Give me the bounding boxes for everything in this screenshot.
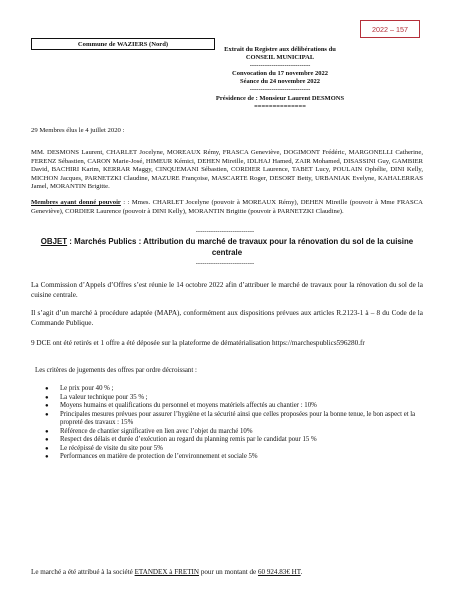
award-amount: 60 924.83€ HT: [257, 568, 301, 576]
extract-line: Séance du 24 novembre 2022: [239, 78, 321, 86]
bullet-icon: ●: [45, 454, 49, 460]
objet-label: OBJET: [40, 237, 68, 246]
procedure-paragraph: Il s’agit d’un marché à procédure adaptée (MAPA), conformément aux dispositions prévues aux articles R.2123-1 à – 8 du Code de la Commande Publique.: [31, 309, 423, 327]
members-present-list: MM. DESMONS Laurent, CHARLET Jocelyne, MOREAUX Rémy, FRASCA Geneviève, DOGIMONT Frédéric, MARGONELLI Catherine, FERENZ Sébastien, CARON Marie-José, HIMEUR Kémici, DEHEN Mireille, IDLHAJ Hamed, ZAIR Mohamed, DISASSINI Guy, GAMBIER David, BACHIRI Karim, KERRAR Maggy, CINQUEMANI Sébastien, CORDIER Laurence, TABET Lucy, POULAIN Ophélie, DINI Kelly, MICHON Jacques, PARNETZKI Claudine, MAZURE Françoise, MASCARTE Roger, DESORT Betty, URBANIAK Evelyne, KAHALERRAS Jamel, MORANTIN Brigitte.: [31, 149, 423, 191]
extract-line: ==============: [254, 102, 306, 110]
objet-text: : Marchés Publics : Attribution du marché de travaux pour la rénovation du sol de la cuisine centrale: [67, 237, 414, 257]
criterion-text: Référence de chantier significative en lien avec l’objet du marché 10%: [60, 427, 253, 435]
award-text-middle: pour un montant de: [199, 568, 258, 576]
criterion-text: Le récépissé de visite du site pour 5%: [60, 444, 163, 452]
bullet-icon: ●: [45, 394, 49, 401]
bullet-icon: ●: [45, 437, 49, 443]
separator: ---------------------------: [195, 260, 255, 267]
bullet-icon: ●: [45, 428, 49, 435]
list-item: [45, 402, 420, 411]
commission-paragraph: La Commission d’Appels d’Offres s’est réunie le 14 octobre 2022 afin d’attribuer le marché de travaux pour la rénovation du sol de la cuisine centrale.: [31, 281, 423, 299]
award-text-end: .: [300, 568, 303, 576]
extract-line: Présidence de : Monsieur Laurent DESMONS: [215, 94, 345, 102]
bullet-icon: ●: [45, 445, 49, 452]
proxies-text: : : Mmes. CHARLET Jocelyne (pouvoir à MOREAUX Rémy), DEHEN Mireille (pouvoir à Mme FRASCA Geneviève), CORDIER Laurence (pouvoir à DINI Kelly), MORANTIN Brigitte (pouvoir à PARNETZKI Claudine).: [31, 199, 423, 215]
register-extract-header: [205, 46, 355, 111]
extract-line: CONSEIL MUNICIPAL: [245, 54, 315, 62]
list-item: [45, 428, 420, 437]
offers-paragraph: 9 DCE ont été retirés et 1 offre a été déposée sur la plateforme de dématérialisation https://marchespublics596280.fr: [31, 339, 365, 347]
criterion-text: Performances en matière de protection de l’environnement et sociale 5%: [60, 453, 258, 460]
criterion-text: Moyens humains et qualifications du personnel et moyens matériels affectés au chantier : 10%: [60, 402, 317, 409]
list-item: [45, 453, 420, 462]
extract-line: ----------------------------: [249, 86, 311, 94]
objet-title: [31, 236, 423, 258]
members-count: 29 Membres élus le 4 juillet 2020 :: [31, 127, 125, 134]
separator: ---------------------------: [195, 228, 255, 235]
criterion-text: Principales mesures prévues pour assurer l’hygiène et la sécurité ainsi que celles proposées pour la bonne tenue, le bon aspect et la propreté des travaux : 15%: [60, 410, 416, 426]
bullet-icon: ●: [45, 386, 49, 392]
bullet-icon: ●: [45, 403, 49, 409]
bullet-icon: ●: [45, 411, 49, 418]
proxies-label: Membres ayant donné pouvoir: [31, 199, 121, 206]
extract-line: ----------------------------: [249, 62, 311, 70]
list-item: [45, 394, 420, 403]
criteria-intro: Les critères de jugements des offres par ordre décroissant :: [35, 367, 197, 374]
list-item: [45, 411, 420, 428]
list-item: [45, 445, 420, 454]
award-statement: [31, 568, 423, 576]
criterion-text: La valeur technique pour 35 % ;: [60, 393, 148, 401]
awarded-company: ETANDEX à FRETIN: [134, 568, 200, 576]
extract-line: Extrait du Registre aux délibérations du: [224, 46, 336, 53]
criteria-list: [45, 385, 420, 462]
award-text-start: Le marché a été attribué à la société: [31, 568, 135, 576]
list-item: [45, 385, 420, 394]
proxies-paragraph: [31, 199, 423, 216]
criterion-text: Respect des délais et durée d’exécution au regard du planning remis par le candidat pour 15 %: [60, 436, 317, 443]
extract-line: Convocation du 17 novembre 2022: [232, 70, 328, 78]
criterion-text: Le prix pour 40 % ;: [60, 385, 114, 392]
commune-box: Commune de WAZIERS (Nord): [31, 38, 215, 50]
list-item: [45, 436, 420, 445]
deliberation-number-badge: 2022 – 157: [360, 20, 420, 38]
